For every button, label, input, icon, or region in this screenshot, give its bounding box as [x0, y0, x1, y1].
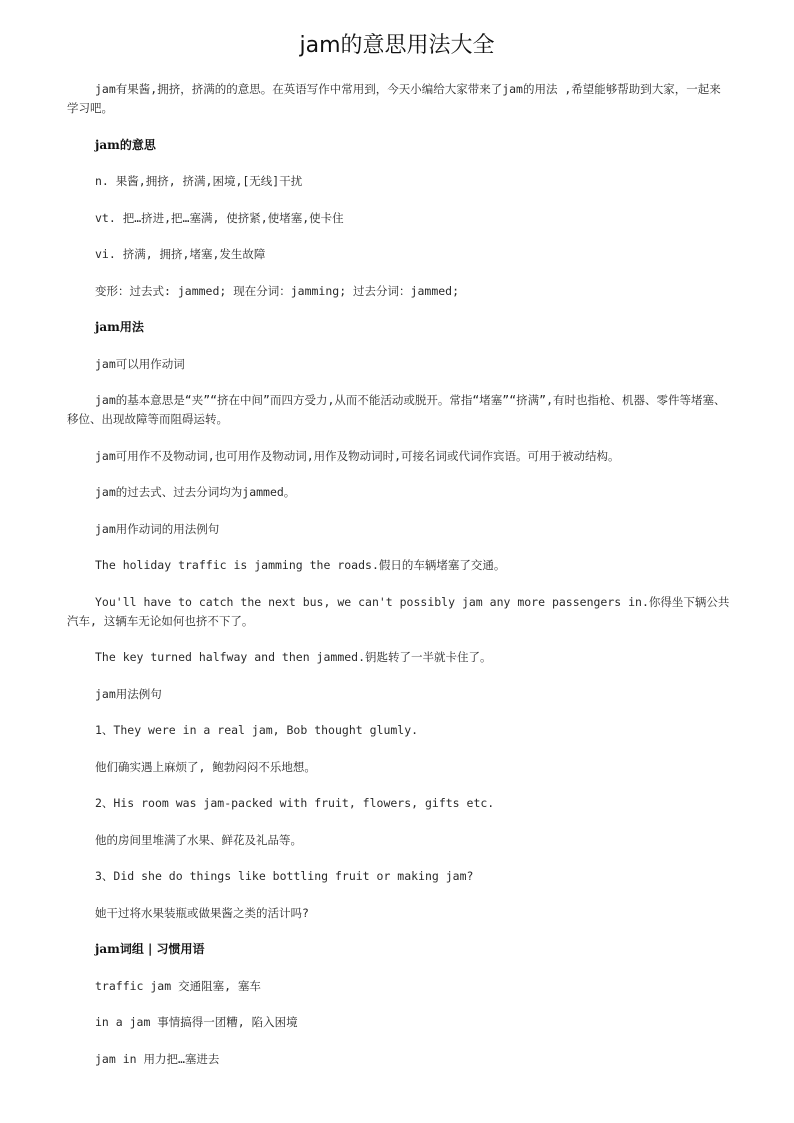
usage-verb-title: jam可以用作动词 [95, 356, 185, 371]
section-heading-examples: jam用法例句 [95, 686, 162, 701]
usage-verb-desc-3: jam的过去式、过去分词均为jammed。 [95, 485, 296, 499]
example-zh: 他们确实遇上麻烦了, 鲍勃闷闷不乐地想。 [95, 759, 316, 774]
meaning-noun: n. 果酱,拥挤, 挤满,困境,[无线]干扰 [95, 174, 303, 188]
example-en: 3、Did she do things like bottling fruit or making jam? [95, 869, 474, 883]
usage-verb-desc-1: jam的基本意思是“夹”“挤在中间”而四方受力,从而不能活动或脱开。常指“堵塞”“挤满”,有时也指枪、机器、零件等堵塞、移位、出现故障等而阻碍运转。 [67, 393, 726, 426]
usage-verb-examples-title: jam用作动词的用法例句 [95, 521, 220, 536]
section-heading-phrases: jam词组 | 习惯用语 [95, 942, 205, 956]
page-title: jam的意思用法大全 [299, 33, 495, 58]
intro-paragraph: jam有果酱,拥挤，挤满的的意思。在英语写作中常用到，今天小编给大家带来了jam的用法 ,希望能够帮助到大家，一起来学习吧。 [67, 82, 721, 115]
usage-verb-desc-2: jam可用作不及物动词,也可用作及物动词,用作及物动词时,可接名词或代词作宾语。可用于被动结构。 [95, 448, 620, 463]
example-zh: 他的房间里堆满了水果、鲜花及礼品等。 [95, 832, 302, 847]
meaning-vt: vt. 把…挤进,把…塞满, 使挤紧,使堵塞,使卡住 [95, 210, 344, 225]
verb-example: You'll have to catch the next bus, we can't possibly jam any more passengers in.你得坐下辆公共汽车, 这辆车无论如何也挤不下了。 [67, 594, 730, 628]
section-heading-meaning: jam的意思 [95, 137, 156, 152]
document-body [67, 80, 730, 1086]
section-heading-usage: jam用法 [95, 320, 144, 334]
phrase-item: in a jam 事情搞得一团糟, 陷入困境 [95, 1015, 298, 1029]
verb-example: The holiday traffic is jamming the roads.假日的车辆堵塞了交通。 [95, 558, 506, 572]
example-en: 2、His room was jam-packed with fruit, flowers, gifts etc. [95, 796, 495, 810]
example-zh: 她干过将水果装瓶或做果酱之类的活计吗? [95, 905, 309, 920]
example-en: 1、They were in a real jam, Bob thought glumly. [95, 723, 419, 737]
verb-example: The key turned halfway and then jammed.钥匙转了一半就卡住了。 [95, 650, 492, 664]
meaning-forms: 变形：过去式: jammed; 现在分词：jamming; 过去分词：jammed; [95, 283, 460, 298]
meaning-vi: vi. 挤满, 拥挤,堵塞,发生故障 [95, 247, 266, 261]
phrase-item: traffic jam 交通阻塞, 塞车 [95, 978, 261, 993]
phrase-item: jam in 用力把…塞进去 [95, 1051, 220, 1066]
